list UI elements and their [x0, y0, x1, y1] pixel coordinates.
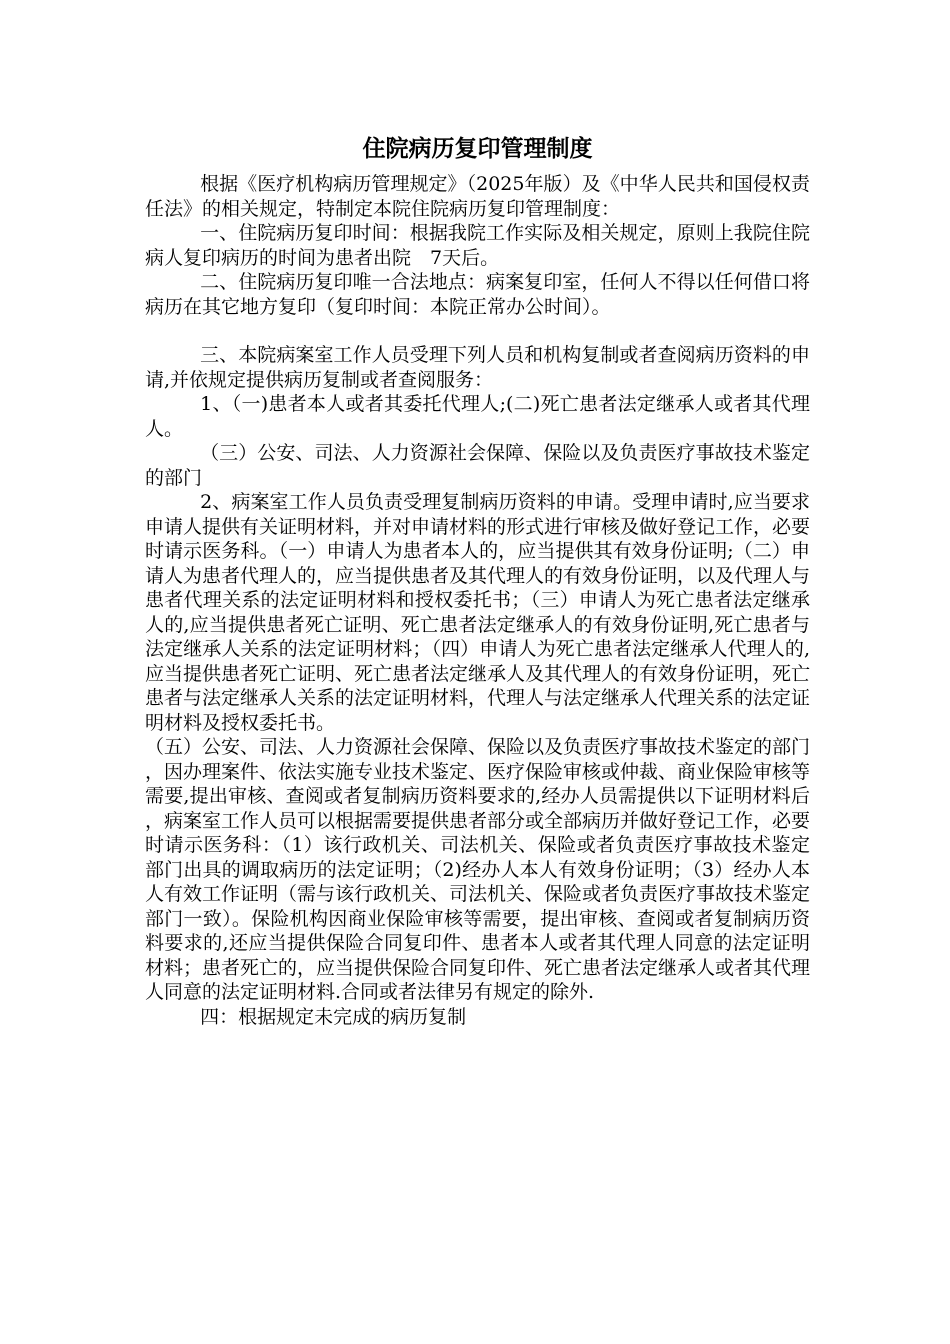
item-1-paragraph: 1、（一)患者本人或者其委托代理人;(二)死亡患者法定继承人或者其代理人。	[145, 393, 810, 440]
intro-paragraph: 根据《医疗机构病历管理规定》（2025年版）及《中华人民共和国侵权责任法》的相关规定，特制定本院住院病历复印管理制度：	[145, 173, 810, 220]
section-1-paragraph: 一、住院病历复印时间：根据我院工作实际及相关规定，原则上我院住院病人复印病历的时间为患者出院 7天后。	[145, 222, 810, 269]
section-3-paragraph: 三、本院病案室工作人员受理下列人员和机构复制或者查阅病历资料的申请,并依规定提供病历复制或者查阅服务：	[145, 344, 810, 391]
document-page	[145, 128, 810, 1029]
item-5-paragraph: （五）公安、司法、人力资源社会保障、保险以及负责医疗事故技术鉴定的部门，因办理案件、依法实施专业技术鉴定、医疗保险审核或仲裁、商业保险审核等需要,提出审核、查阅或者复制病历资料要求的,经办人员需提供以下证明材料后，病案室工作人员可以根据需要提供患者部分或全部病历并做好登记工作，必要时请示医务科：（1）该行政机关、司法机关、保险或者负责医疗事故技术鉴定部门出具的调取病历的法定证明；（2)经办人本人有效身份证明；（3）经办人本人有效工作证明（需与该行政机关、司法机关、保险或者负责医疗事故技术鉴定部门一致）。保险机构因商业保险审核等需要，提出审核、查阅或者复制病历资料要求的,还应当提供保险合同复印件、患者本人或者其代理人同意的法定证明材料；患者死亡的，应当提供保险合同复印件、死亡患者法定继承人或者其代理人同意的法定证明材料.合同或者法律另有规定的除外.	[145, 736, 811, 1003]
item-2-paragraph: 2、病案室工作人员负责受理复制病历资料的申请。受理申请时,应当要求申请人提供有关证明材料，并对申请材料的形式进行审核及做好登记工作，必要时请示医务科。（一）申请人为患者本人的，应当提供其有效身份证明;（二）申请人为患者代理人的，应当提供患者及其代理人的有效身份证明，以及代理人与患者代理关系的法定证明材料和授权委托书；（三）申请人为死亡患者法定继承人的,应当提供患者死亡证明、死亡患者法定继承人的有效身份证明,死亡患者与法定继承人关系的法定证明材料；（四）申请人为死亡患者法定继承人代理人的,应当提供患者死亡证明、死亡患者法定继承人及其代理人的有效身份证明，死亡患者与法定继承人关系的法定证明材料，代理人与法定继承人代理关系的法定证明材料及授权委托书。	[145, 491, 811, 734]
blank-line	[145, 319, 810, 343]
item-1-3-paragraph: （三）公安、司法、人力资源社会保障、保险以及负责医疗事故技术鉴定的部门	[145, 442, 810, 489]
section-2-paragraph: 二、住院病历复印唯一合法地点：病案复印室，任何人不得以任何借口将病历在其它地方复印（复印时间：本院正常办公时间）。	[145, 271, 810, 318]
section-4-paragraph: 四：根据规定未完成的病历复制	[200, 1005, 467, 1028]
document-title: 住院病历复印管理制度	[362, 135, 593, 162]
